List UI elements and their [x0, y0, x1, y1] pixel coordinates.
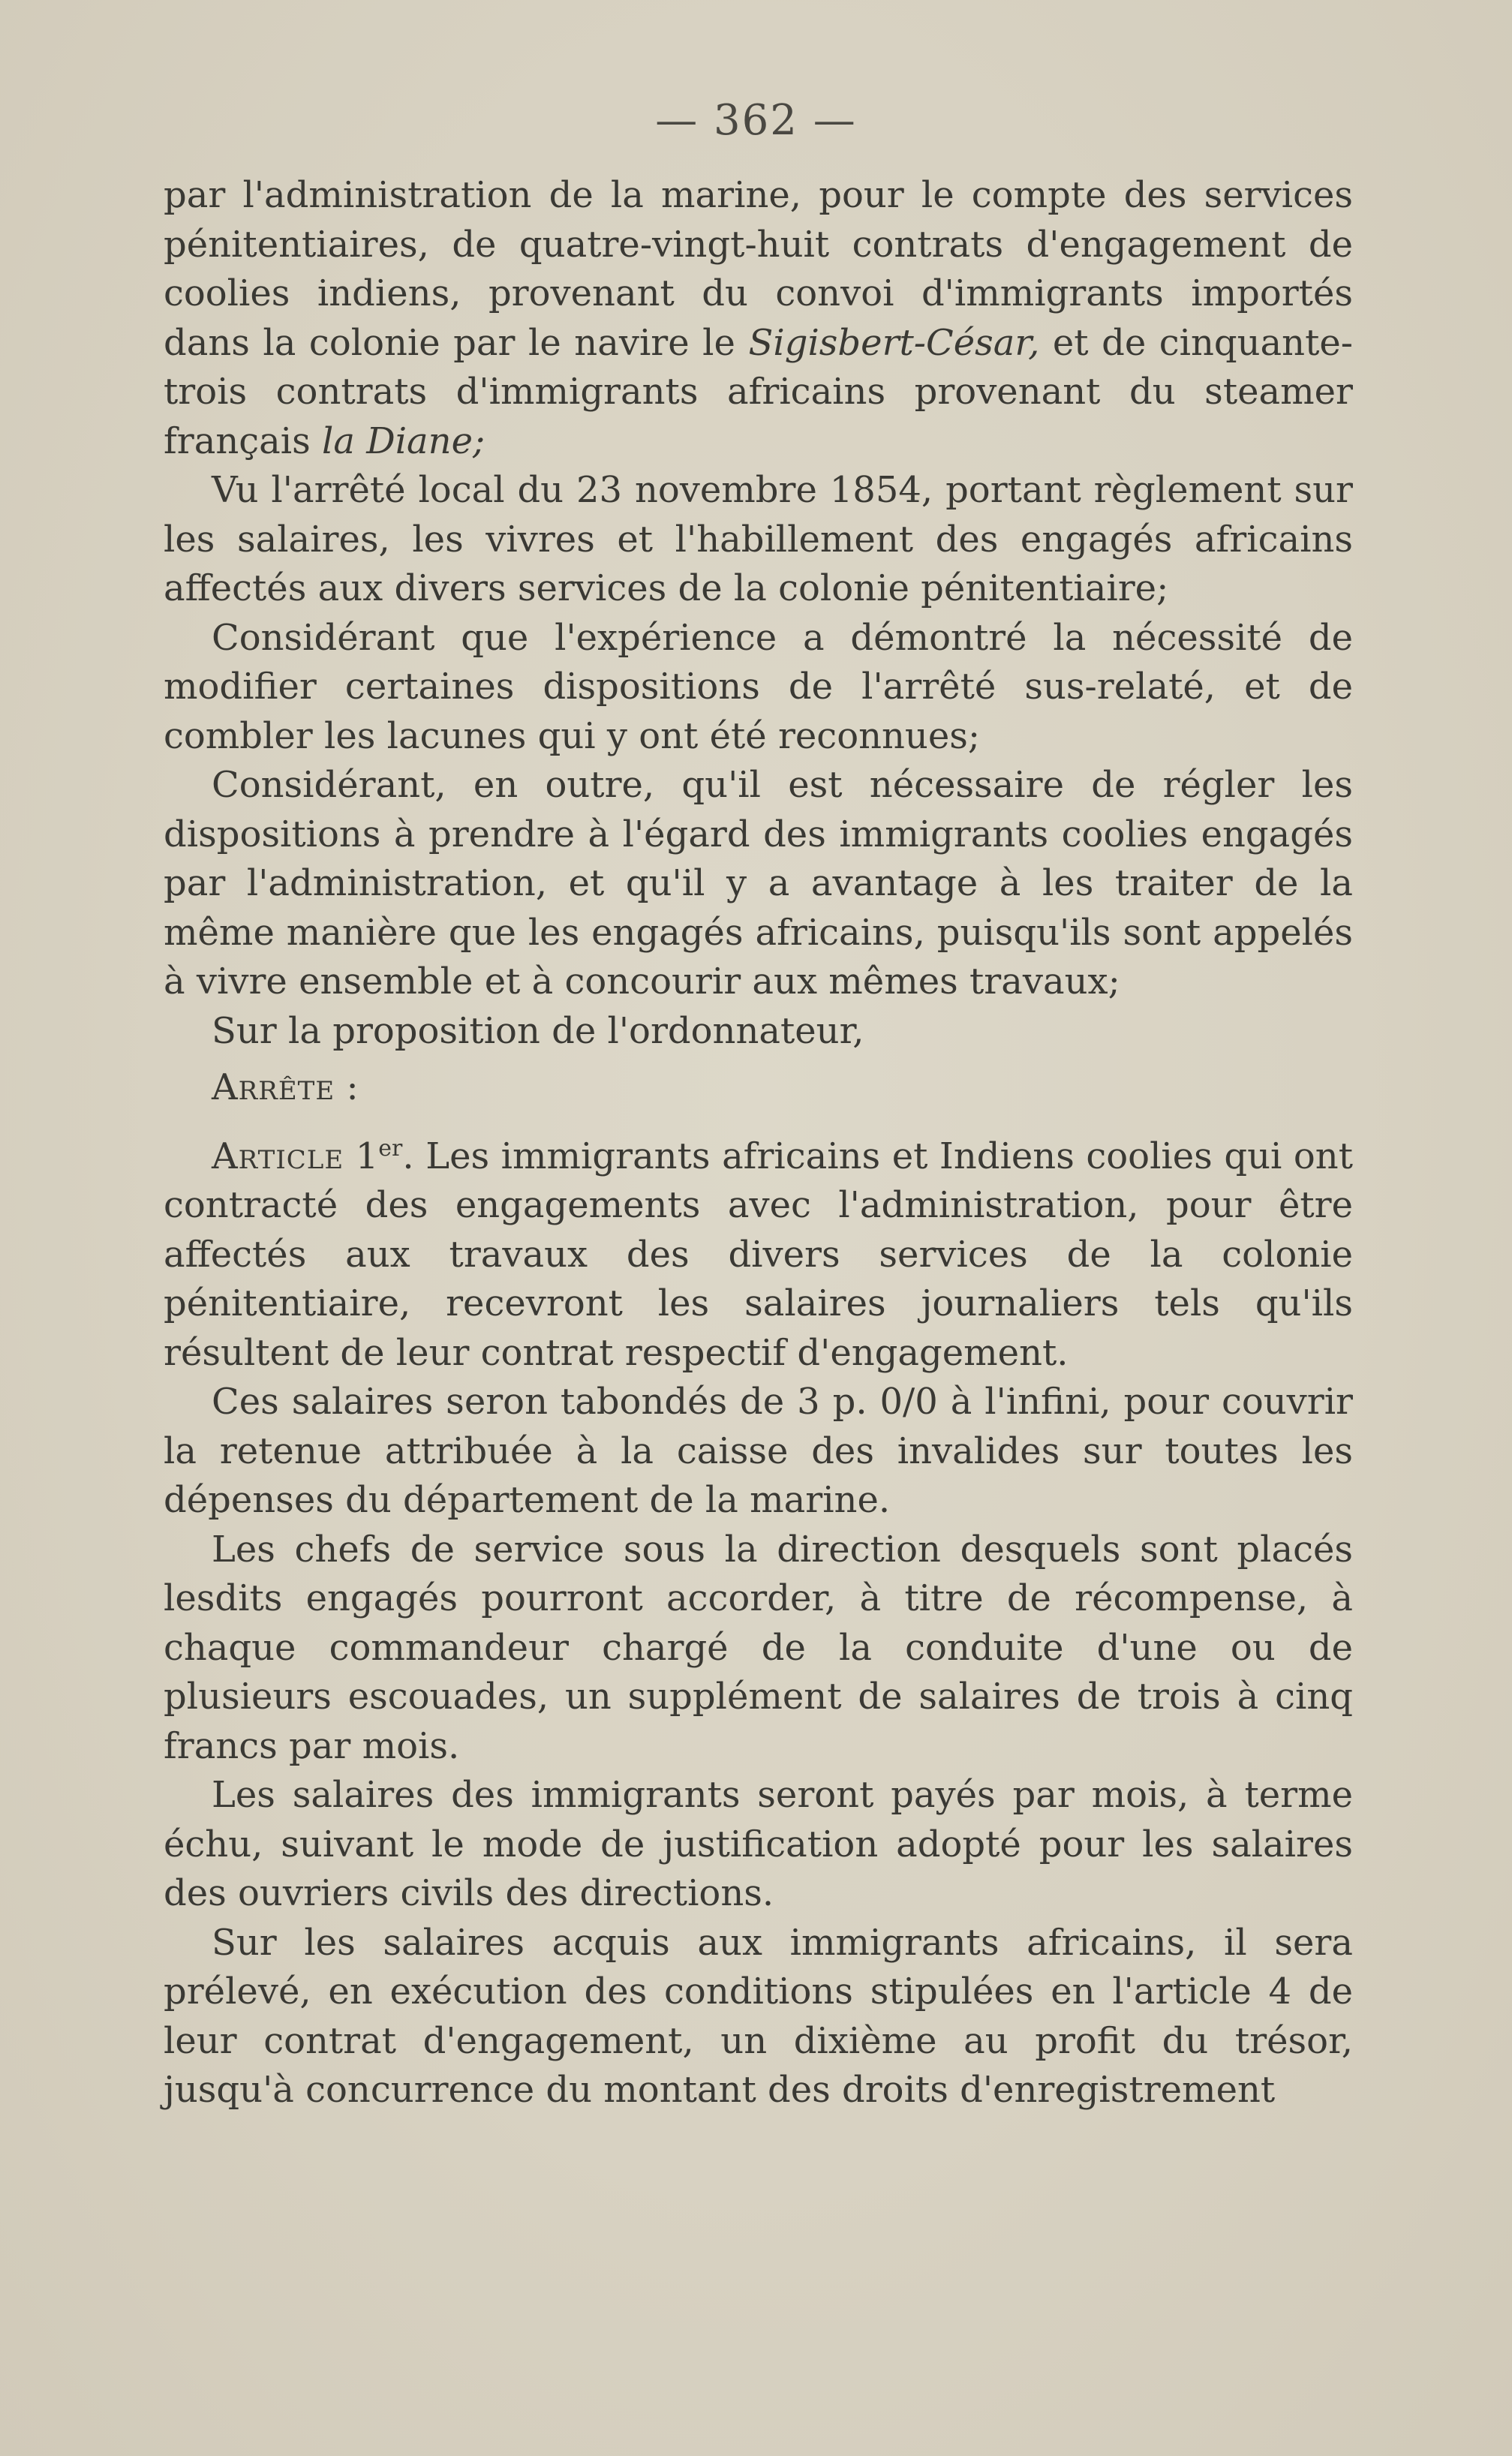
text-run: Considérant, en outre, qu'il est nécessaire de régler les dispositions à prendre à l'égard des immigrants coolies engagés par l'administration, et qu'il y a avantage à les traiter de la même manière que les engagés africains, puisqu'ils sont appelés à vivre ensemble et à concourir aux mêmes travaux; — [164, 764, 1353, 1003]
text-run: Les chefs de service sous la direction desquels sont placés lesdits engagés pourront accorder, à titre de récompense, à chaque commandeur chargé de la conduite d'une ou de plusieurs escouades, un supplément de salaires de trois à cinq francs par mois. — [164, 1528, 1353, 1767]
text-run: Sur les salaires acquis aux immigrants africains, il sera prélevé, en exécution des conditions stipulées en l'article 4 de leur contrat d'engagement, un dixième au profit du trésor, jusqu'à concurrence du montant des droits d'enregistrement — [164, 1921, 1353, 2111]
text-run: . Les immigrants africains et Indiens coolies qui ont contracté des engagements avec l'administration, pour être affectés aux travaux des divers services de la colonie pénitentiaire, recevront les salaires journaliers tels qu'ils résultent de leur contrat respectif d'engagement. — [164, 1135, 1353, 1374]
body-text — [164, 171, 1353, 2115]
page-number: — 362 — — [655, 96, 857, 145]
paragraph — [164, 1378, 1353, 1526]
text-run: Vu l'arrêté local du 23 novembre 1854, portant règlement sur les salaires, les vivres et l'habillement des engagés africains affectés aux divers services de la colonie pénitentiaire; — [164, 469, 1353, 609]
text-run: Considérant que l'expérience a démontré la nécessité de modifier certaines dispositions de l'arrêté sus-relaté, et de combler les lacunes qui y ont été reconnues; — [164, 616, 1353, 757]
text-run: Ces salaires seron tabondés de 3 p. 0/0 à l'infini, pour couvrir la retenue attribuée à la caisse des invalides sur toutes les dépenses du département de la marine. — [164, 1381, 1353, 1521]
paragraph — [164, 1771, 1353, 1919]
article-1 — [164, 1132, 1353, 1378]
paragraph — [164, 614, 1353, 762]
text-run: Les salaires des immigrants seront payés par mois, à terme échu, suivant le mode de justification adopté pour les salaires des ouvriers civils des directions. — [164, 1774, 1353, 1914]
ship-name: la Diane; — [321, 419, 485, 462]
ordinal-suffix: er — [378, 1135, 403, 1162]
article-number: 1 — [344, 1135, 379, 1177]
paragraph — [164, 1526, 1353, 1772]
paragraph — [164, 466, 1353, 614]
ship-name: Sigisbert-César, — [748, 321, 1040, 364]
text-run: et de cinquante-trois contrats d'immigrants africains provenant du steamer français — [164, 321, 1353, 462]
decree-heading — [164, 1063, 1353, 1113]
article-label: Article — [212, 1135, 344, 1177]
paragraph — [164, 1919, 1353, 2115]
heading-word: Arrête — [212, 1066, 335, 1108]
text-run: par l'administration de la marine, pour le compte des services pénitentiaires, de quatre-vingt-huit contrats d'engagement de coolies indiens, provenant du convoi d'immigrants importés dans la colonie par le navire le — [164, 174, 1353, 364]
paragraph — [164, 1007, 1353, 1057]
text-run: : — [335, 1066, 359, 1108]
text-run: Sur la proposition de l'ordonnateur, — [212, 1009, 864, 1052]
paragraph — [164, 171, 1353, 466]
paragraph — [164, 761, 1353, 1007]
